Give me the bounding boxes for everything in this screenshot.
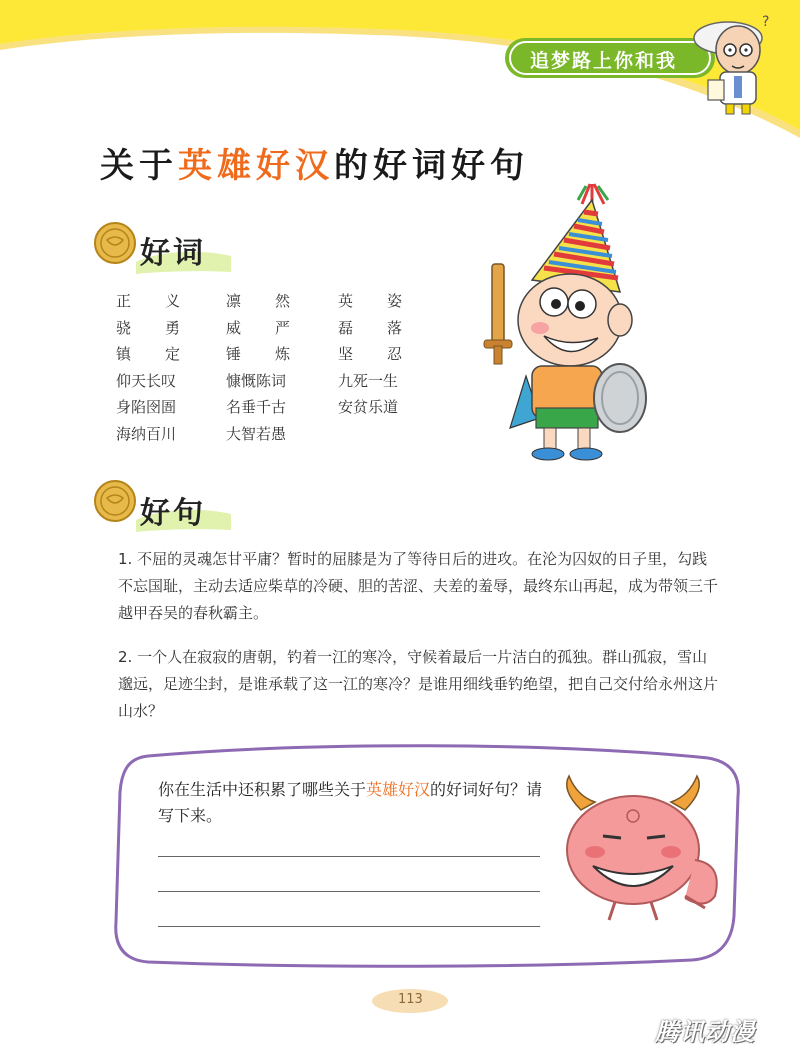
word: 凛 然	[226, 292, 290, 310]
word: 磊 落	[338, 318, 402, 337]
hero-boy-illustration	[470, 180, 670, 465]
exercise-prompt: 你在生活中还积累了哪些关于英雄好汉的好词好句？请写下来。	[158, 780, 543, 825]
page-title: 关于英雄好汉的好词好句	[100, 146, 529, 186]
sentence-2: 2. 一个人在寂寂的唐朝，钓着一江的寒冷，守候着最后一片洁白的孤独。群山孤寂，雪山邈远，足迹尘封，是谁承载了这一江的寒冷？是谁用细线垂钓绝望，把自己交付给永州这片山水？	[118, 648, 719, 720]
word: 慷慨陈词	[226, 371, 287, 390]
word: 海纳百川	[116, 424, 177, 443]
word: 九死一生	[338, 371, 399, 390]
coin-icon	[92, 220, 138, 266]
svg-text:?: ?	[762, 14, 770, 30]
watermark: 腾讯动漫	[655, 1018, 755, 1046]
header-banner-text: 追梦路上你和我	[530, 50, 678, 72]
pink-bull-illustration	[555, 770, 730, 930]
exercise-highlight: 英雄好汉	[366, 780, 431, 799]
word: 坚 忍	[338, 345, 402, 363]
word: 仰天长叹	[116, 371, 177, 390]
old-man-character-illustration	[690, 8, 790, 118]
word: 镇 定	[116, 345, 180, 363]
word: 骁 勇	[116, 318, 180, 337]
answer-line[interactable]	[158, 926, 540, 927]
good-words-heading: 好词	[140, 236, 206, 271]
answer-line[interactable]	[158, 856, 540, 857]
word: 威 严	[226, 318, 290, 337]
sentence-1: 1. 不屈的灵魂怎甘平庸？暂时的屈膝是为了等待日后的进攻。在沦为囚奴的日子里，勾践不忘国耻，主动去适应柴草的冷硬、胆的苦涩、夫差的羞辱，最终东山再起，成为带领三千越甲吞吴的春秋霸主。	[118, 550, 719, 622]
word: 大智若愚	[226, 424, 287, 443]
title-highlight: 英雄好汉	[178, 146, 334, 186]
coin-icon	[92, 478, 138, 524]
good-sentences-heading: 好句	[140, 496, 206, 531]
word: 锤 炼	[226, 345, 290, 363]
word: 安贫乐道	[338, 398, 399, 416]
answer-line[interactable]	[158, 891, 540, 892]
word: 名垂千古	[226, 398, 287, 416]
word: 身陷囹圄	[116, 398, 177, 416]
page-number: 113	[398, 992, 423, 1007]
word: 正 义	[116, 292, 180, 310]
word: 英 姿	[338, 292, 402, 310]
header-decoration	[0, 0, 800, 140]
